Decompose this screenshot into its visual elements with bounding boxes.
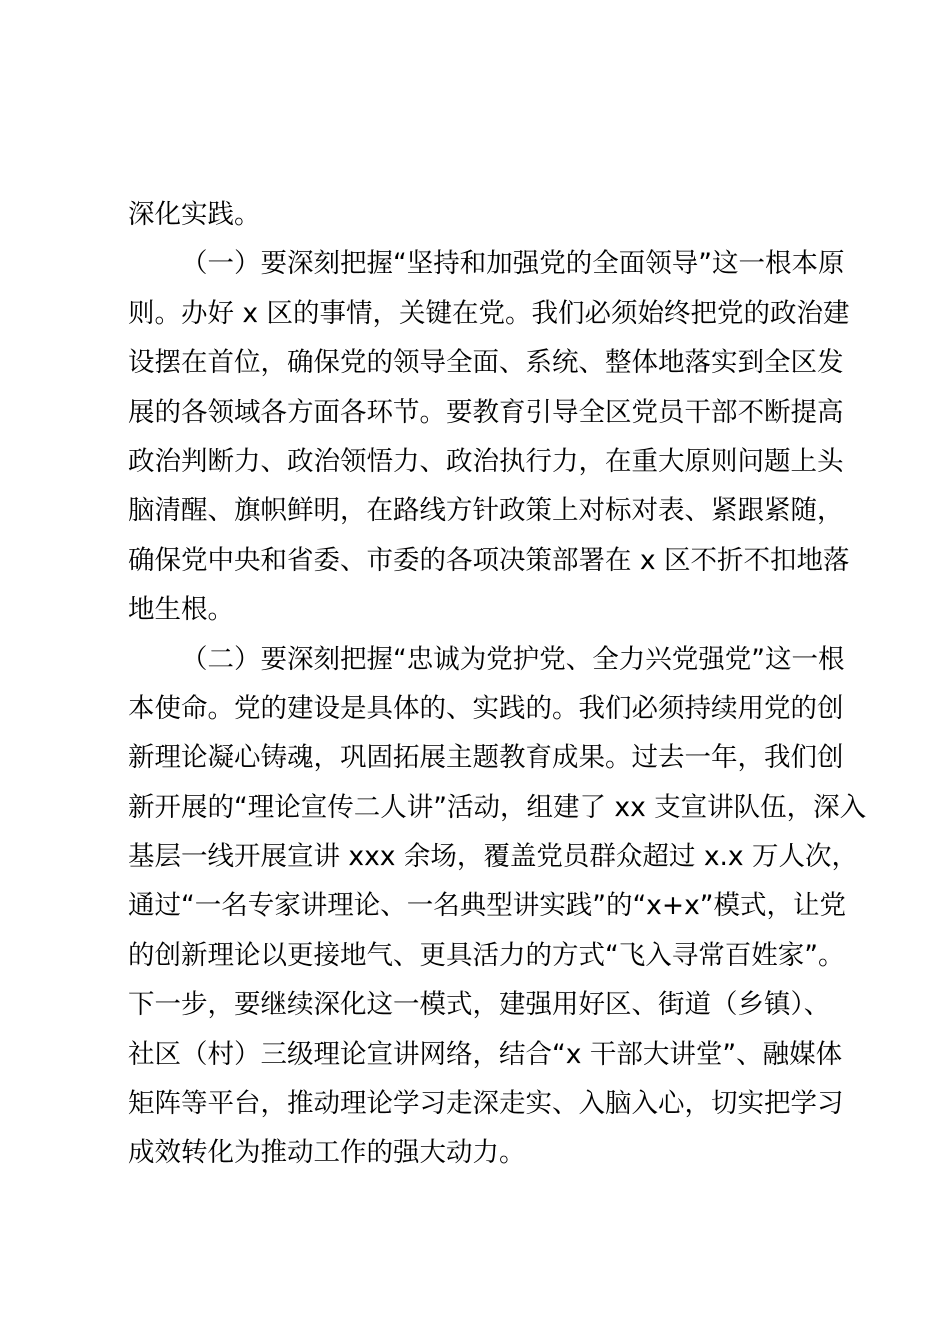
- body-text: [128, 190, 867, 1178]
- text-line: 确保党中央和省委、市委的各项决策部署在 x 区不折不扣地落: [128, 544, 850, 576]
- text-line: 脑清醒、旗帜鲜明，在路线方针政策上对标对表、紧跟紧随，: [128, 495, 844, 527]
- text-line: 深化实践。: [128, 199, 261, 230]
- text-line: 矩阵等平台，推动理论学习走深走实、入脑入心，切实把学习: [128, 1088, 844, 1120]
- text-line: 新开展的“理论宣传二人讲”活动，组建了 xx 支宣讲队伍，深入: [128, 791, 867, 823]
- text-line: 的创新理论以更接地气、更具活力的方式“飞入寻常百姓家”。: [128, 939, 845, 971]
- text-line: 设摆在首位，确保党的领导全面、系统、整体地落实到全区发: [128, 347, 844, 379]
- text-line: 政治判断力、政治领悟力、政治执行力，在重大原则问题上头: [128, 445, 844, 477]
- text-line: （二）要深刻把握“忠诚为党护党、全力兴党强党”这一根: [181, 643, 845, 675]
- text-line: 基层一线开展宣讲 xxx 余场，覆盖党员群众超过 x.x 万人次，: [128, 841, 859, 873]
- text-line: 新理论凝心铸魂，巩固拓展主题教育成果。过去一年，我们创: [128, 742, 844, 774]
- text-line: （一）要深刻把握“坚持和加强党的全面领导”这一根本原: [181, 248, 845, 280]
- text-line: 通过“一名专家讲理论、一名典型讲实践”的“x+x”模式，让党: [128, 890, 846, 922]
- text-line: 社区（村）三级理论宣讲网络，结合“x 干部大讲堂”、融媒体: [128, 1038, 843, 1070]
- text-line: 展的各领域各方面各环节。要教育引导全区党员干部不断提高: [128, 396, 844, 428]
- text-line: 下一步，要继续深化这一模式，建强用好区、街道（乡镇）、: [128, 989, 831, 1021]
- text-line: 地生根。: [128, 594, 234, 626]
- text-line: 本使命。党的建设是具体的、实践的。我们必须持续用党的创: [128, 692, 844, 724]
- text-line: 成效转化为推动工作的强大动力。: [128, 1137, 526, 1169]
- text-line: 则。办好 x 区的事情，关键在党。我们必须始终把党的政治建: [128, 297, 850, 329]
